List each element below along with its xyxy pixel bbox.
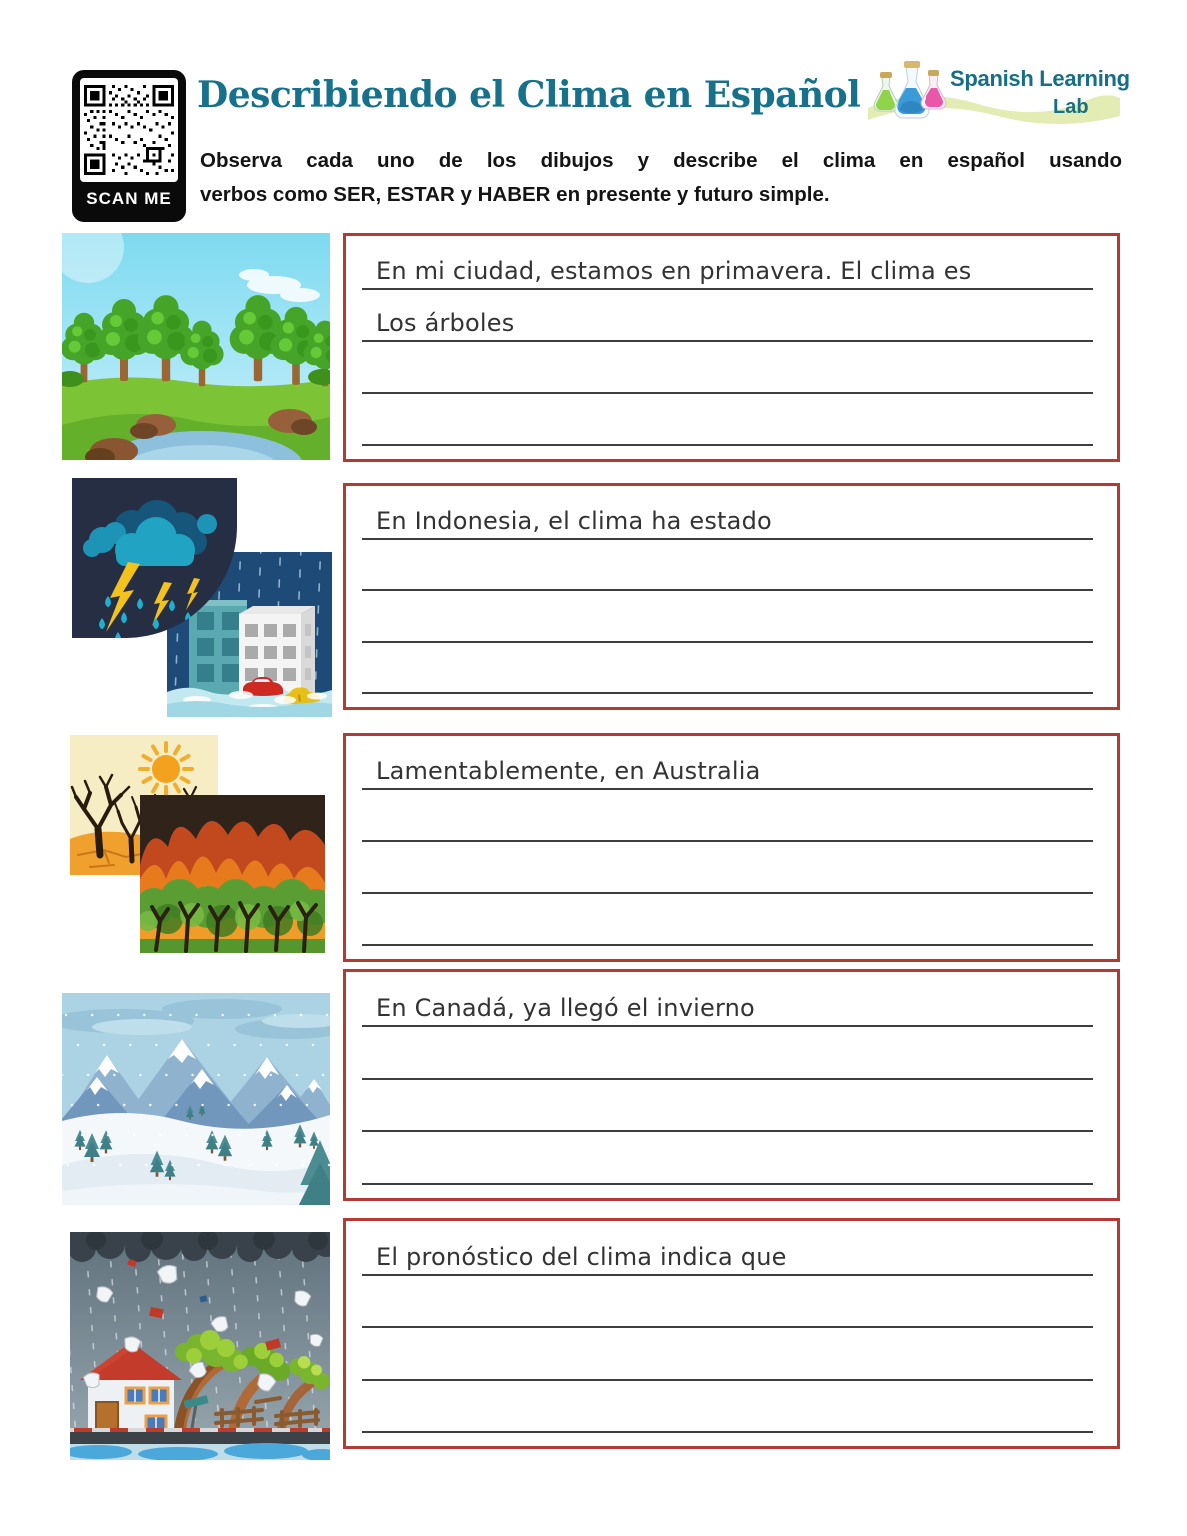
qr-code-pattern bbox=[84, 82, 174, 178]
exercise-5-images bbox=[62, 1218, 343, 1449]
answer-line[interactable] bbox=[362, 1027, 1093, 1080]
answer-line[interactable] bbox=[362, 1132, 1093, 1185]
prompt-text: En mi ciudad, estamos en primavera. El clima es bbox=[376, 257, 972, 285]
answer-line[interactable] bbox=[362, 290, 1093, 342]
answer-line[interactable] bbox=[362, 1080, 1093, 1133]
answer-line[interactable] bbox=[362, 342, 1093, 394]
exercise-row-2 bbox=[62, 483, 1120, 710]
answer-line[interactable] bbox=[362, 1381, 1093, 1434]
instructions-line1: Observa cada uno de los dibujos y describe el clima en español usando bbox=[200, 149, 1122, 172]
qr-code-block bbox=[72, 70, 186, 222]
answer-line[interactable] bbox=[362, 540, 1093, 592]
winter-mountains-illustration bbox=[62, 993, 330, 1205]
prompt-text: En Indonesia, el clima ha estado bbox=[376, 506, 772, 535]
exercise-4-images bbox=[62, 969, 343, 1201]
answer-line[interactable] bbox=[362, 842, 1093, 894]
answer-box-4 bbox=[343, 969, 1120, 1201]
answer-line[interactable] bbox=[362, 394, 1093, 446]
answer-box-5 bbox=[343, 1218, 1120, 1449]
answer-line[interactable] bbox=[362, 643, 1093, 695]
prompt-text: En Canadá, ya llegó el invierno bbox=[376, 993, 755, 1022]
answer-box-1 bbox=[343, 233, 1120, 462]
instructions-line2: verbos como SER, ESTAR y HABER en presente y futuro simple. bbox=[200, 183, 830, 206]
answer-line[interactable] bbox=[362, 738, 1093, 790]
answer-box-2 bbox=[343, 483, 1120, 710]
exercise-1-images bbox=[62, 233, 343, 462]
answer-line[interactable] bbox=[362, 790, 1093, 842]
answer-line[interactable] bbox=[362, 1276, 1093, 1329]
answer-line[interactable] bbox=[362, 238, 1093, 290]
prompt-text: El pronóstico del clima indica que bbox=[376, 1242, 787, 1271]
page-title: Describiendo el Clima en Español bbox=[197, 74, 861, 116]
instructions bbox=[200, 144, 1122, 212]
exercise-row-3 bbox=[62, 733, 1120, 962]
exercise-row-4 bbox=[62, 969, 1120, 1201]
logo-name-text: Spanish Learning bbox=[950, 66, 1130, 91]
answer-line[interactable] bbox=[362, 1223, 1093, 1276]
answer-line[interactable] bbox=[362, 1328, 1093, 1381]
answer-line[interactable] bbox=[362, 488, 1093, 540]
qr-scan-me-label: SCAN ME bbox=[86, 189, 172, 208]
qr-code bbox=[80, 78, 178, 182]
answer-line[interactable] bbox=[362, 894, 1093, 946]
exercise-row-5 bbox=[62, 1218, 1120, 1449]
logo-lab-text: Lab bbox=[1053, 96, 1089, 118]
answer-box-3 bbox=[343, 733, 1120, 962]
prompt-text: Los árboles bbox=[376, 309, 515, 337]
exercise-3-images bbox=[62, 733, 343, 962]
answer-line[interactable] bbox=[362, 591, 1093, 643]
exercise-row-1 bbox=[62, 233, 1120, 462]
exercise-2-images bbox=[62, 483, 343, 710]
hurricane-storm-illustration bbox=[70, 1232, 330, 1460]
flasks-icon bbox=[874, 61, 946, 118]
answer-line[interactable] bbox=[362, 974, 1093, 1027]
wildfire-illustration bbox=[140, 795, 325, 953]
spring-park-illustration bbox=[62, 233, 330, 460]
prompt-text: Lamentablemente, en Australia bbox=[376, 757, 761, 785]
brand-logo bbox=[858, 58, 1130, 146]
exercise-list bbox=[62, 233, 1120, 1449]
